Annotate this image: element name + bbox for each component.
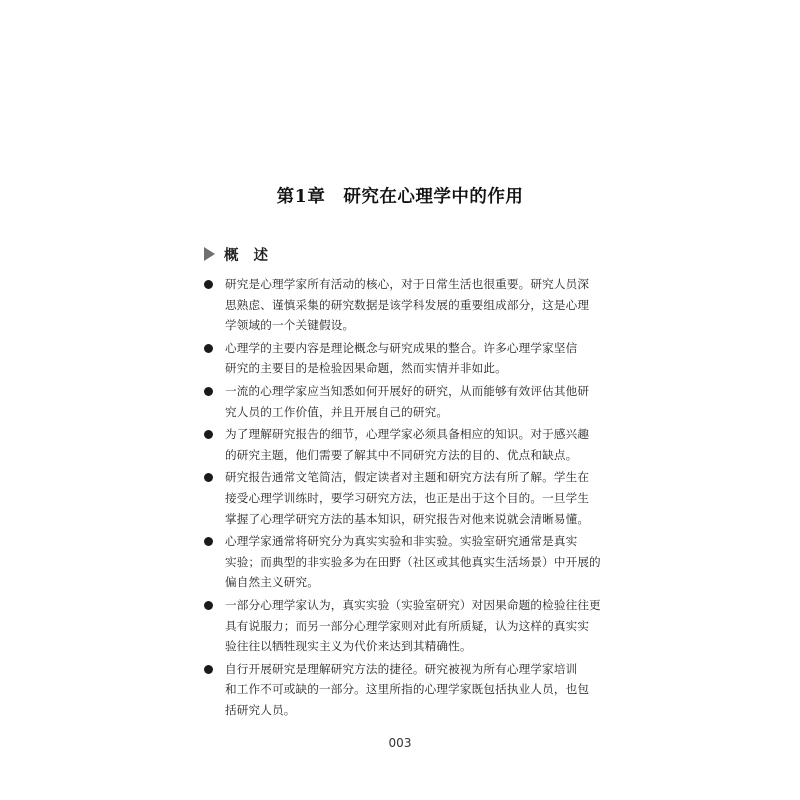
bullet-item: [203, 274, 605, 336]
bullet-item: [203, 381, 605, 422]
bullet-line: 为了理解研究报告的细节，心理学家必须具备相应的知识。对于感兴趣: [225, 427, 590, 442]
bullet-line: 验往往以牺牲现实主义为代价来达到其精确性。: [225, 639, 472, 654]
bullet-dot-icon: [204, 537, 213, 546]
bullet-line: 究人员的工作价值，并且开展自己的研究。: [225, 404, 449, 419]
bullet-dot-icon: [204, 387, 213, 396]
bullet-line: 思熟虑、谨慎采集的研究数据是该学科发展的重要组成部分，这是心理: [225, 297, 590, 312]
bullet-line: 和工作不可或缺的一部分。这里所指的心理学家既包括执业人员，也包: [225, 682, 590, 697]
bullet-line: 具有说服力；而另一部分心理学家则对此有所质疑，认为这样的真实实: [225, 618, 590, 633]
bullet-line: 接受心理学训练时，要学习研究方法，也正是出于这个目的。一旦学生: [225, 490, 590, 505]
bullet-line: 偏自然主义研究。: [225, 575, 319, 590]
chapter-title: 第1章 研究在心理学中的作用: [276, 187, 524, 207]
bullet-item: [203, 467, 605, 529]
bullet-line: 的研究主题，他们需要了解其中不同研究方法的目的、优点和缺点。: [225, 447, 578, 462]
section-title: 概 述: [224, 247, 274, 264]
bullet-dot-icon: [204, 430, 213, 439]
bullet-item: [203, 659, 605, 721]
bullet-line: 一部分心理学家认为，真实实验（实验室研究）对因果命题的检验往往更: [225, 597, 601, 612]
bullet-line: 自行开展研究是理解研究方法的捷径。研究被视为所有心理学家培训: [225, 661, 578, 676]
bullet-line: 掌握了心理学研究方法的基本知识，研究报告对他来说就会清晰易懂。: [225, 511, 590, 526]
bullet-item: [203, 338, 605, 379]
bullet-item: [203, 595, 605, 657]
bullet-dot-icon: [204, 473, 213, 482]
bullet-line: 括研究人员。: [225, 702, 296, 717]
bullet-item: [203, 531, 605, 593]
overview-bullet-list: [203, 274, 605, 722]
bullet-line: 研究是心理学家所有活动的核心，对于日常生活也很重要。研究人员深: [225, 277, 590, 291]
bullet-line: 心理学家通常将研究分为真实实验和非实验。实验室研究通常是真实: [225, 534, 578, 549]
bullet-line: 研究的主要目的是检验因果命题，然而实情并非如此。: [225, 361, 507, 376]
bullet-line: 学领域的一个关键假设。: [225, 318, 355, 333]
bullet-line: 实验；而典型的非实验多为在田野（社区或其他真实生活场景）中开展的: [225, 554, 601, 569]
bullet-dot-icon: [204, 280, 213, 289]
bullet-dot-icon: [204, 601, 213, 610]
page-number: 003: [388, 736, 412, 750]
bullet-line: 一流的心理学家应当知悉如何开展好的研究，从而能够有效评估其他研: [225, 383, 590, 398]
triangle-right-icon: [204, 247, 215, 261]
bullet-line: 研究报告通常文笔简洁，假定读者对主题和研究方法有所了解。学生在: [225, 470, 590, 485]
bullet-dot-icon: [204, 665, 213, 674]
bullet-item: [203, 424, 605, 465]
bullet-line: 心理学的主要内容是理论概念与研究成果的整合。许多心理学家坚信: [225, 340, 578, 355]
bullet-dot-icon: [204, 344, 213, 353]
section-header: [204, 243, 273, 265]
